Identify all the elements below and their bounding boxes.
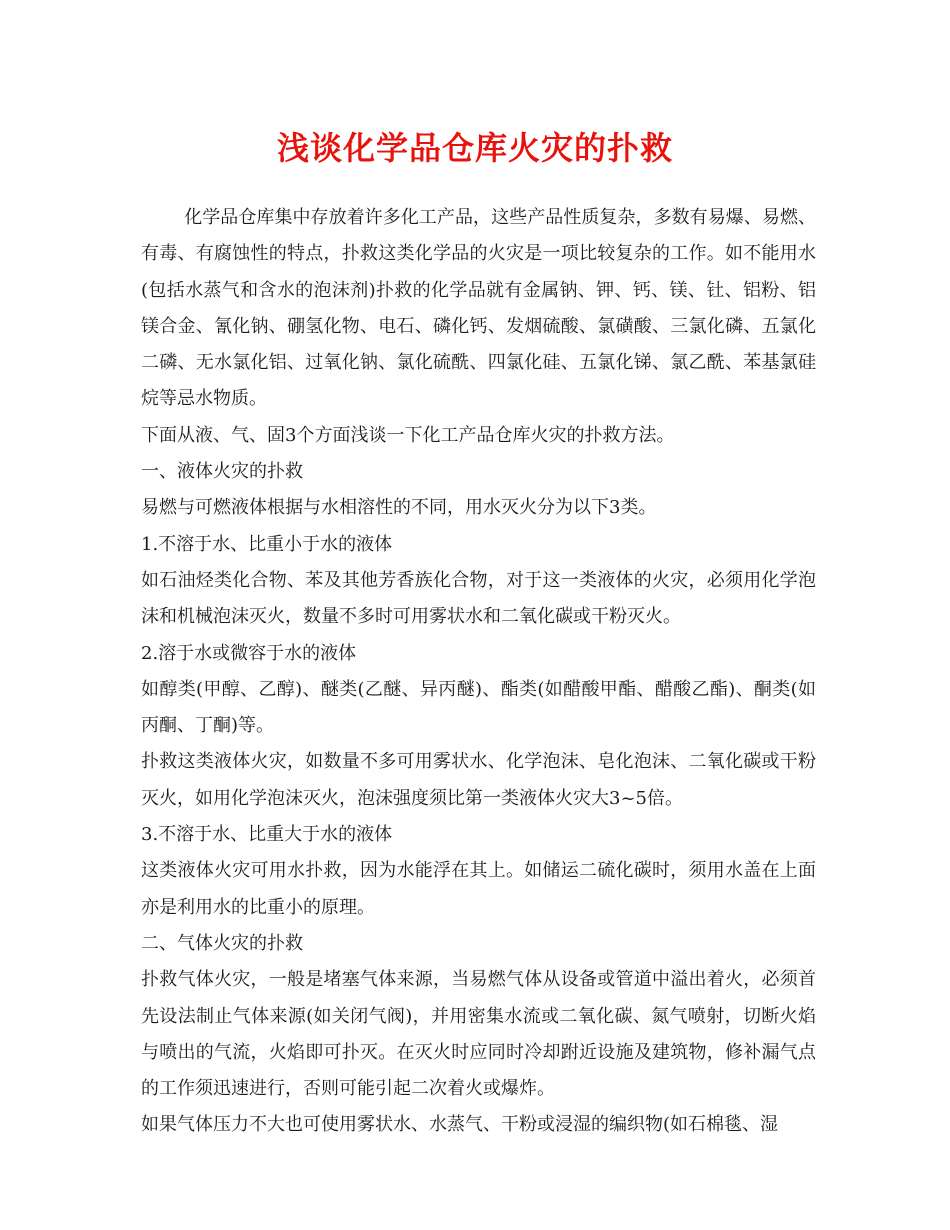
section-heading-gas: 二、气体火灾的扑救	[141, 932, 303, 954]
subheading-insoluble-light: 1.不溶于水、比重小于水的液体	[141, 533, 393, 555]
paragraph-gas-low-pressure: 如果气体压力不大也可使用雾状水、水蒸气、干粉或浸湿的编织物(如石棉毯、湿	[141, 1114, 779, 1136]
document-body	[141, 200, 816, 1144]
paragraph-insoluble-heavy: 这类液体火灾可用水扑救，因为水能浮在其上。如储运二硫化碳时，须用水盖在上面亦是利用水的比重小的原理。	[141, 860, 816, 918]
paragraph-gas-method: 扑救气体火灾，一般是堵塞气体来源，当易燃气体从设备或管道中溢出着火，必须首先设法制止气体来源(如关闭气阀)，并用密集水流或二氧化碳、氮气喷射，切断火焰与喷出的气流，火焰即可扑灭。在灭火时应同时冷却跗近设施及建筑物，修补漏气点的工作须迅速进行，否则可能引起二次着火或爆炸。	[141, 969, 816, 1100]
document-title: 浅谈化学品仓库火灾的扑救	[276, 129, 673, 167]
paragraph-liquid-classes: 易燃与可燃液体根据与水相溶性的不同，用水灭火分为以下3类。	[141, 497, 657, 519]
section-heading-liquid: 一、液体火灾的扑救	[141, 461, 303, 483]
subheading-soluble: 2.溶于水或微容于水的液体	[141, 642, 357, 664]
subheading-insoluble-heavy: 3.不溶于水、比重大于水的液体	[141, 824, 393, 846]
paragraph-soluble-method: 扑救这类液体火灾，如数量不多可用雾状水、化学泡沫、皂化泡沫、二氧化碳或干粉灭火，如用化学泡沫灭火，泡沫强度须比第一类液体火灾大3~5倍。	[141, 751, 816, 809]
paragraph-insoluble-light: 如石油烃类化合物、苯及其他芳香族化合物，对于这一类液体的火灾，必须用化学泡沫和机械泡沫灭火，数量不多时可用雾状水和二氧化碳或干粉灭火。	[141, 569, 816, 628]
paragraph-soluble-examples: 如醇类(甲醇、乙醇)、醚类(乙醚、异丙醚)、酯类(如醋酸甲酯、醋酸乙酯)、酮类(如丙酮、丁酮)等。	[141, 678, 816, 737]
paragraph-overview: 下面从液、气、固3个方面浅谈一下化工产品仓库火灾的扑救方法。	[141, 424, 675, 446]
paragraph-intro: 化学品仓库集中存放着许多化工产品，这些产品性质复杂，多数有易爆、易燃、有毒、有腐蚀性的特点，扑救这类化学品的火灾是一项比较复杂的工作。如不能用水(包括水蒸气和含水的泡沫剂)扑救的化学品就有金属钠、钾、钙、镁、钍、铝粉、铝镁合金、氰化钠、硼氢化物、电石、磷化钙、发烟硫酸、氯磺酸、三氯化磷、五氯化二磷、无水氯化铝、过氧化钠、氯化硫酰、四氯化硅、五氯化锑、氯乙酰、苯基氯硅烷等忌水物质。	[141, 207, 816, 410]
